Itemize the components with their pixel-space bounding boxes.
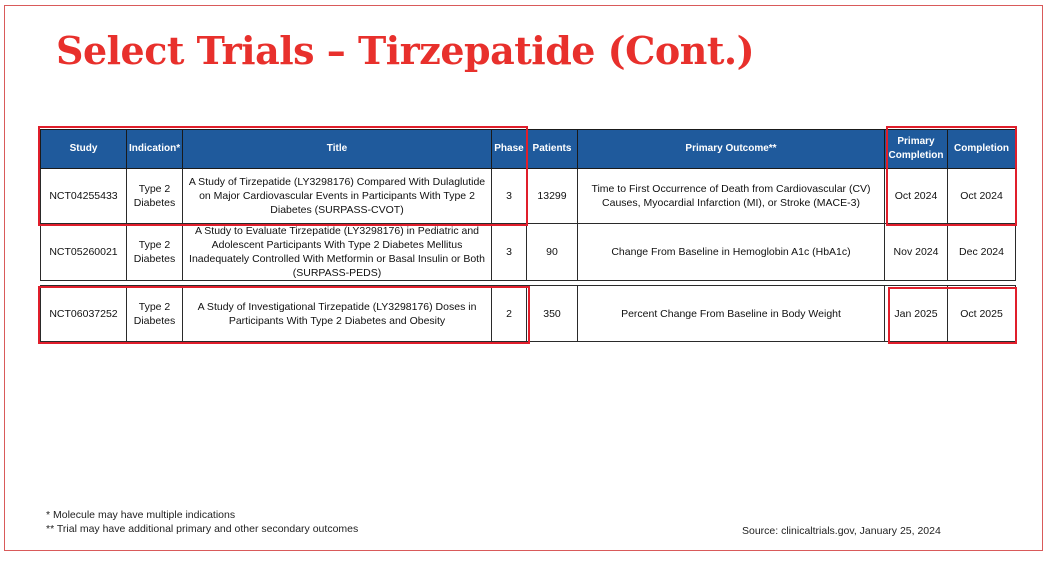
header-primary-completion	[885, 130, 948, 169]
cell-completion: Oct 2025	[948, 286, 1016, 342]
cell-study: NCT06037252	[41, 286, 127, 342]
header-primary-completion-line1: Primary	[897, 136, 935, 147]
cell-patients: 90	[527, 224, 578, 281]
footnotes	[46, 508, 358, 536]
footnote-indications: * Molecule may have multiple indications	[46, 509, 236, 521]
cell-primary-outcome: Percent Change From Baseline in Body Weight	[578, 286, 885, 342]
header-patients: Patients	[527, 130, 578, 169]
header-primary-completion-line2: Completion	[888, 150, 944, 161]
cell-indication: Type 2 Diabetes	[127, 286, 183, 342]
slide-title: Select Trials – Tirzepatide (Cont.)	[56, 28, 755, 73]
cell-completion: Oct 2024	[948, 169, 1016, 224]
cell-patients: 13299	[527, 169, 578, 224]
cell-phase: 3	[492, 169, 527, 224]
cell-title: A Study of Tirzepatide (LY3298176) Compared With Dulaglutide on Major Cardiovascular Events in Participants With Type 2 Diabetes (SURPASS-CVOT)	[183, 169, 492, 224]
header-primary-outcome: Primary Outcome**	[578, 130, 885, 169]
cell-primary-outcome: Change From Baseline in Hemoglobin A1c (HbA1c)	[578, 224, 885, 281]
cell-study: NCT05260021	[41, 224, 127, 281]
cell-patients: 350	[527, 286, 578, 342]
cell-title: A Study to Evaluate Tirzepatide (LY3298176) in Pediatric and Adolescent Participants With Type 2 Diabetes Mellitus Inadequately Controlled With Metformin or Basal Insulin or Both (SURPASS-PEDS)	[183, 224, 492, 281]
cell-study: NCT04255433	[41, 169, 127, 224]
table-row	[41, 224, 1016, 281]
header-title: Title	[183, 130, 492, 169]
source-citation: Source: clinicaltrials.gov, January 25, 2024	[742, 525, 941, 537]
footnote-outcomes: ** Trial may have additional primary and other secondary outcomes	[46, 523, 359, 535]
table-row	[41, 286, 1016, 342]
cell-indication: Type 2 Diabetes	[127, 224, 183, 281]
header-phase: Phase	[492, 130, 527, 169]
header-completion: Completion	[948, 130, 1016, 169]
table-header-row	[41, 130, 1016, 169]
cell-indication: Type 2 Diabetes	[127, 169, 183, 224]
cell-primary-outcome: Time to First Occurrence of Death from Cardiovascular (CV) Causes, Myocardial Infarction (MI), or Stroke (MACE-3)	[578, 169, 885, 224]
trials-table	[40, 129, 1016, 342]
cell-primary-completion: Jan 2025	[885, 286, 948, 342]
cell-completion: Dec 2024	[948, 224, 1016, 281]
cell-primary-completion: Oct 2024	[885, 169, 948, 224]
header-indication: Indication*	[127, 130, 183, 169]
table-row	[41, 169, 1016, 224]
cell-phase: 2	[492, 286, 527, 342]
cell-phase: 3	[492, 224, 527, 281]
cell-title: A Study of Investigational Tirzepatide (LY3298176) Doses in Participants With Type 2 Diabetes and Obesity	[183, 286, 492, 342]
header-study: Study	[41, 130, 127, 169]
cell-primary-completion: Nov 2024	[885, 224, 948, 281]
